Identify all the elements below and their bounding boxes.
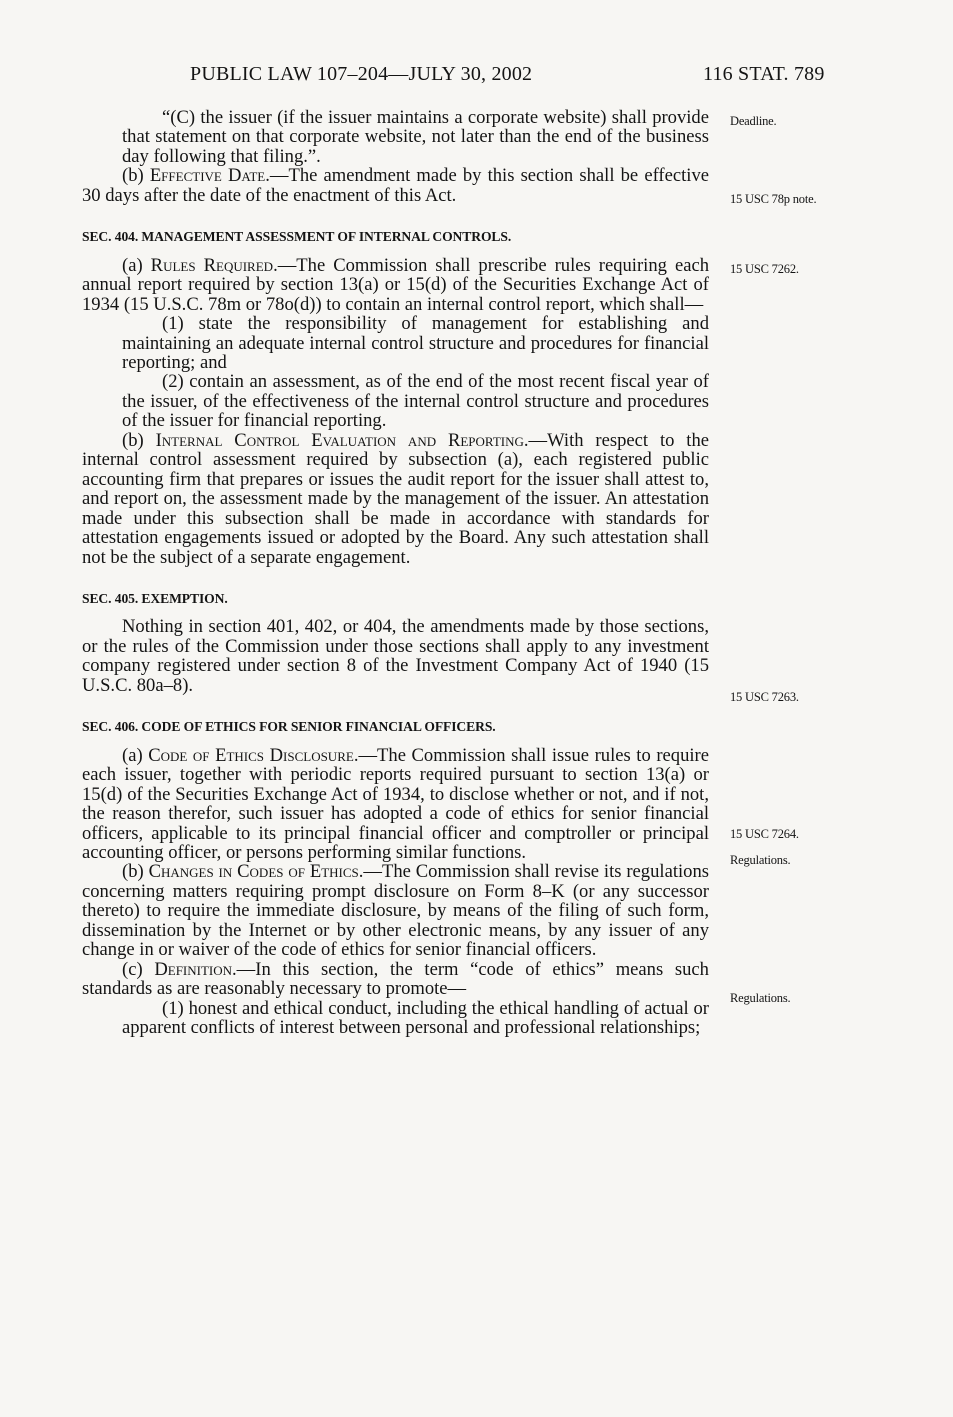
clause-c: “(C) the issuer (if the issuer maintains a corporate website) shall provide that statement on that corporate website, not later than the end of the business day following that filing.”. xyxy=(122,107,709,167)
running-header-title: PUBLIC LAW 107–204—JULY 30, 2002 xyxy=(190,63,533,85)
section-404-a1: (1) state the responsibility of management for establishing and maintaining an adequate internal control structure and procedures for financial reporting; and xyxy=(122,313,709,373)
section-405-body: Nothing in section 401, 402, or 404, the amendments made by those sections, or the rules of the Commission under those sections shall apply to any investment company registered under section 8 of the Investment Company Act of 1940 (15 U.S.C. 80a–8). xyxy=(82,616,709,696)
margin-note-deadline: Deadline. xyxy=(730,114,777,128)
section-405-title: SEC. 405. EXEMPTION. xyxy=(82,590,228,606)
margin-note-regulations: Regulations. xyxy=(730,991,791,1005)
subsection-body: .—The Commission shall prescribe rules requiring each annual report required by section 13(a) or 15(d) of the Securities Exchange Act of 1934 (15 U.S.C. 78m or 78o(d)) to contain an internal control report, which shall— xyxy=(82,254,709,315)
subsection-body: .—In this section, the term “code of ethics” means such standards as are reasonably necessary to promote— xyxy=(82,958,709,1000)
subsection-lead: (b) xyxy=(122,861,149,883)
effective-date-paragraph xyxy=(82,166,709,205)
margin-note-regulations: Regulations. xyxy=(730,853,791,867)
subsection-lead: (c) xyxy=(122,958,155,980)
subsection-heading: Definition xyxy=(154,958,233,980)
page-number: 116 STAT. 789 xyxy=(703,63,825,85)
subsection-heading: Changes in Codes of Ethics xyxy=(148,861,359,883)
section-406-title: SEC. 406. CODE OF ETHICS FOR SENIOR FINANCIAL OFFICERS. xyxy=(82,719,496,735)
page-body xyxy=(82,108,709,1037)
margin-note-usc-7263: 15 USC 7263. xyxy=(730,690,799,704)
subsection-heading: Internal Control Evaluation and Reporting xyxy=(155,429,524,451)
margin-note-usc-7264: 15 USC 7264. xyxy=(730,827,799,841)
subsection-heading: Effective Date xyxy=(149,165,266,187)
subsection-body: .—The amendment made by this section shall be effective 30 days after the date of the enactment of this Act. xyxy=(82,165,710,206)
section-404-b xyxy=(82,431,709,567)
margin-note-usc-78p: 15 USC 78p note. xyxy=(730,192,817,206)
section-406-c1: (1) honest and ethical conduct, including the ethical handling of actual or apparent conflicts of interest between personal and professional relationships; xyxy=(122,997,709,1039)
subsection-lead: (a) xyxy=(122,744,149,766)
subsection-heading: Code of Ethics Disclosure xyxy=(148,744,354,766)
section-404-title: SEC. 404. MANAGEMENT ASSESSMENT OF INTERNAL CONTROLS. xyxy=(82,229,512,245)
subsection-body: .—With respect to the internal control assessment required by subsection (a), each registered public accounting firm that prepares or issues the audit report for the issuer shall attest to, and report on, the assessment made by the management of the issuer. An attestation made under this subsection shall be made in accordance with standards for attestation engagements issued or adopted by the Board. Any such attestation shall not be the subject of a separate engagement. xyxy=(82,429,709,568)
margin-note-usc-7262: 15 USC 7262. xyxy=(730,262,799,276)
section-406-b xyxy=(82,862,709,959)
subsection-body: .—The Commission shall revise its regulations concerning matters requiring prompt disclosure on Form 8–K (or any successor thereto) to require the immediate disclosure, by means of the filing of such form, dissemination by the Internet or by other electronic means, by any issuer of any change in or waiver of the code of ethics for senior financial officers. xyxy=(82,861,709,961)
subsection-heading: Rules Required xyxy=(150,254,274,276)
subsection-lead: (b) xyxy=(122,165,150,187)
section-406-c xyxy=(82,960,709,999)
section-406-a xyxy=(82,746,709,863)
subsection-lead: (b) xyxy=(122,429,156,451)
subsection-lead: (a) xyxy=(122,254,151,276)
section-404-a2: (2) contain an assessment, as of the end of the most recent fiscal year of the issuer, of the effectiveness of the internal control structure and procedures of the issuer for financial reporting. xyxy=(122,371,709,432)
section-404-a xyxy=(82,256,709,314)
subsection-body: .—The Commission shall issue rules to require each issuer, together with periodic reports required pursuant to section 13(a) or 15(d) of the Securities Exchange Act of 1934, to disclose whether or not, and if not, the reason therefor, such issuer has adopted a code of ethics for senior financial officers, applicable to its principal financial officer and comptroller or principal accounting officer, or persons performing similar functions. xyxy=(82,744,709,863)
